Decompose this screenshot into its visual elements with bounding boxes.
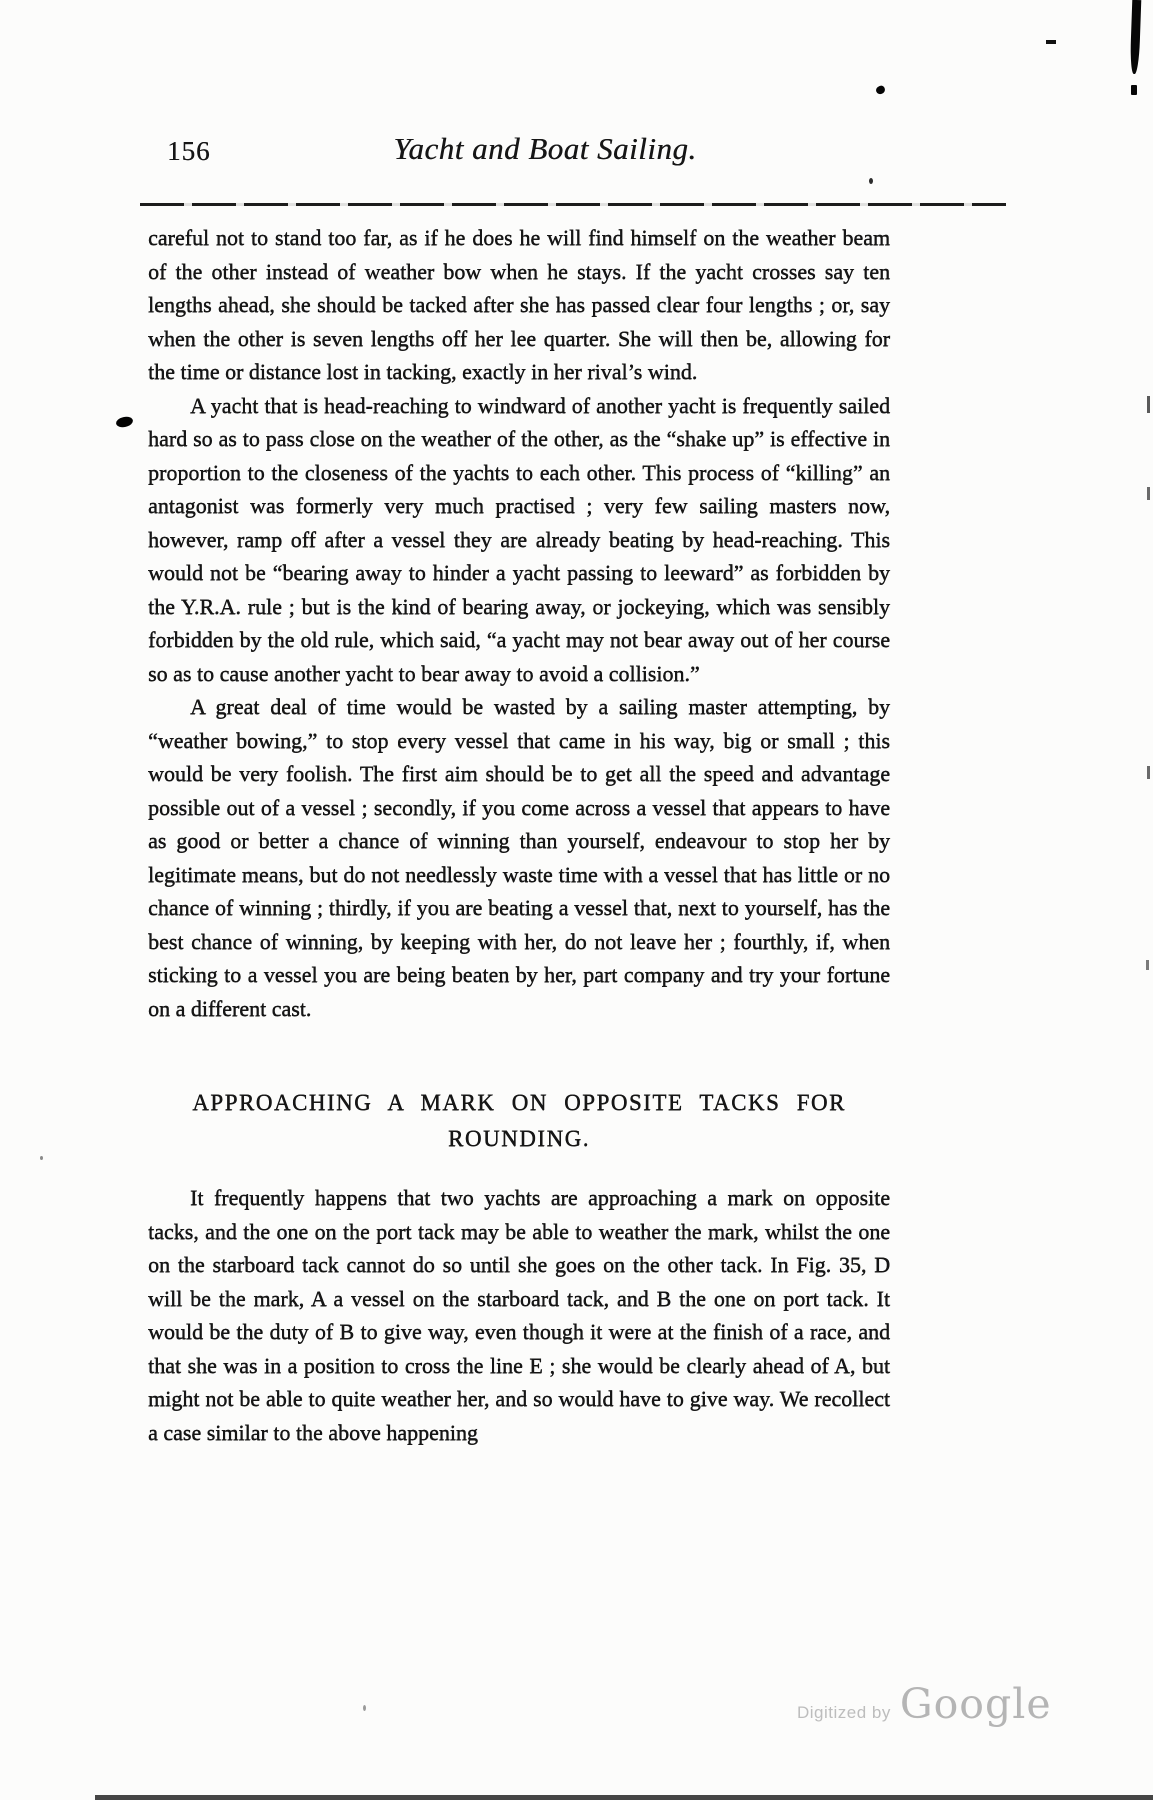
google-logo: Google [899, 1680, 1052, 1728]
paragraph: It frequently happens that two yachts are approaching a mark on opposite tacks, and the one on the port tack may be able to weather the mark, whilst the one on the starboard tack cannot do so until she goes on the other tack. In Fig. 35, D will be the mark, A a vessel on the starboard tack, and B the one on port tack. It would be the duty of B to give way, even though it were at the finish of a race, and that she was in a position to cross the line E ; she would be clearly ahead of A, but might not be able to quite weather her, and so would have to give way. We recollect a case similar to the above happening [148, 1185, 890, 1445]
scan-artifact-ink-speck [869, 178, 873, 184]
scan-artifact-corner-dash [1131, 85, 1137, 95]
scan-artifact-footer-speck [363, 1705, 366, 1711]
scan-artifact-margin-speck [40, 1156, 43, 1160]
header-rule [140, 203, 1006, 206]
paragraph: A great deal of time would be wasted by a sailing master attempting, by “weather bowing,” to stop every vessel that came in his way, big or small ; this would be very foolish. The first aim should be to get all the speed and advantage possible out of a vessel ; secondly, if you come across a vessel that appears to have as good or better a chance of winning than yourself, endeavour to stop her by legitimate means, but do not needlessly waste time with a vessel that has little or no chance of winning ; thirdly, if you are beating a vessel that, next to yourself, has the best chance of winning, by keeping with her, do not leave her ; fourthly, if, when sticking to a vessel you are being beaten by her, part company and try your fortune on a different cast. [148, 694, 890, 1021]
watermark-prefix: Digitized by [797, 1703, 891, 1722]
section-heading-line2: ROUNDING. [448, 1126, 590, 1151]
scan-artifact-margin-bullet [115, 415, 134, 428]
paragraph: A yacht that is head-reaching to windward of another yacht is frequently sailed hard so as to pass close on the weather of the other, as the “shake up” is effective in proportion to the closeness of the yachts to each other. This process of “killing” an antagonist was formerly very much practised ; very few sailing masters now, however, ramp off after a vessel they are already beating by head-reaching. This would not be “bearing away to hinder a yacht passing to leeward” as forbidden by the Y.R.A. rule ; but is the kind of bearing away, or jockeying, which was sensibly forbidden by the old rule, which said, “a yacht may not bear away out of her course so as to cause another yacht to bear away to avoid a collision.” [148, 392, 890, 686]
section-heading-line1: APPROACHING A MARK ON OPPOSITE TACKS FOR [192, 1090, 846, 1115]
page-number: 156 [167, 136, 211, 166]
scan-artifact-bottom-edge [95, 1795, 1153, 1800]
paragraph-continuation: careful not to stand too far, as if he does he will find himself on the weather beam of the other instead of weather bow when he stays. If the yacht crosses say ten lengths ahead, she should be tacked after she has passed clear four lengths ; or, say when the other is seven lengths off her lee quarter. She will then be, allowing for the time or distance lost in tacking, exactly in her rival’s wind. [148, 225, 890, 384]
scan-artifact-edge-tick [1146, 960, 1149, 970]
digitization-watermark [797, 1680, 1052, 1728]
scan-artifact-edge-tick [1147, 396, 1150, 413]
text-column [148, 221, 890, 1449]
scan-artifact-edge-tick [1147, 487, 1150, 500]
scan-artifact-edge-tick [1147, 766, 1150, 779]
section-heading [148, 1085, 890, 1157]
scan-artifact-top-dash [1046, 40, 1056, 44]
scan-artifact-ink-dot [875, 85, 886, 96]
running-title: Yacht and Boat Sailing. [393, 131, 697, 166]
scan-artifact-corner-stroke [1130, 0, 1142, 74]
